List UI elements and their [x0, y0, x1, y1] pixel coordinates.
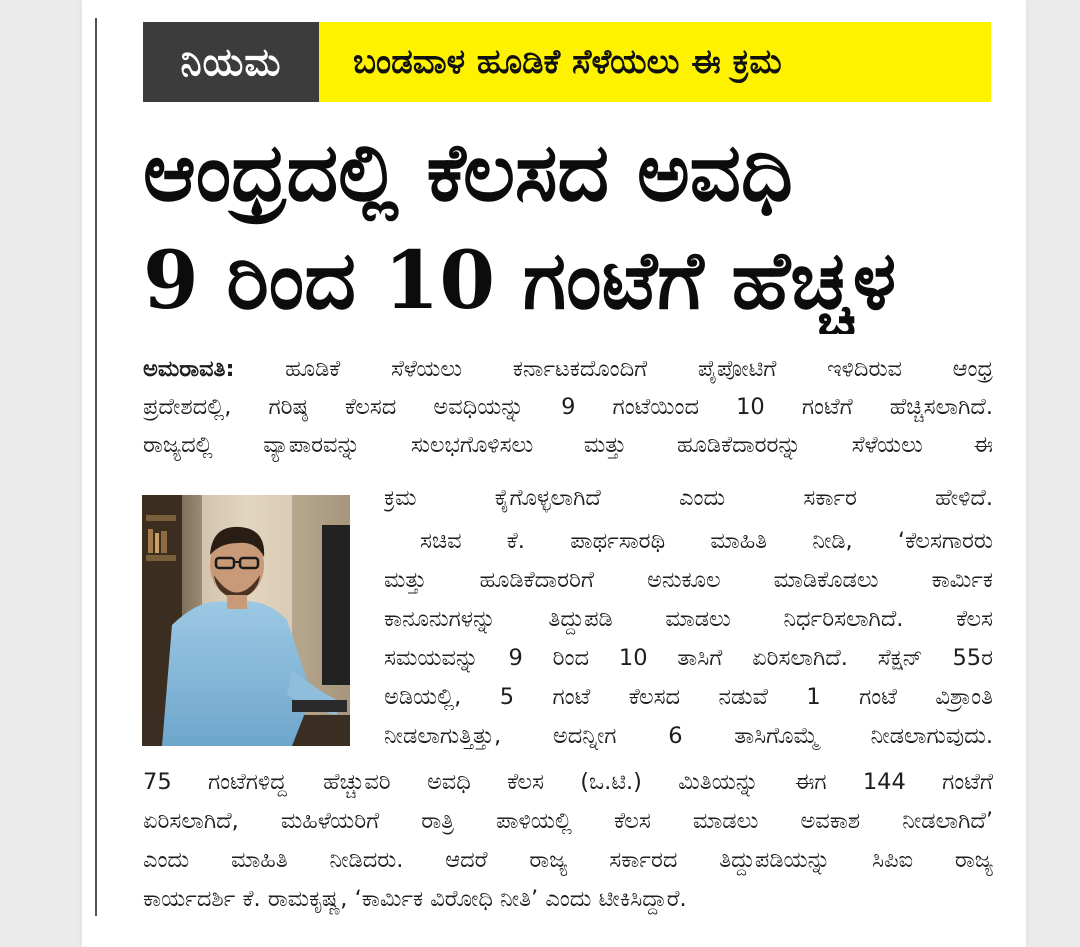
headline-line-1: ಆಂಧ್ರದಲ್ಲಿ ಕೆಲಸದ ಅವಧಿ	[143, 125, 793, 219]
article-line-3: ರಾಜ್ಯದಲ್ಲಿ ವ್ಯಾಪಾರವನ್ನು ಸುಲಭಗೊಳಿಸಲು ಮತ್ತು ಹೂಡಿಕೆದಾರರನ್ನು ಸೆಳೆಯಲು ಈ	[143, 432, 993, 458]
article-line-4: ಕ್ರಮ ಕೈಗೊಳ್ಳಲಾಗಿದೆ ಎಂದು ಸರ್ಕಾರ ಹೇಳಿದೆ.	[384, 485, 993, 511]
article-line-1	[143, 352, 993, 386]
headline-line-2: 9 ರಿಂದ 10 ಗಂಟೆಗೆ ಹೆಚ್ಚಳ	[143, 233, 897, 327]
article-line-5: ಸಚಿವ ಕೆ. ಪಾರ್ಥಸಾರಥಿ ಮಾಹಿತಿ ನೀಡಿ, ‘ಕೆಲಸಗಾರರು	[420, 528, 993, 554]
article-photo	[142, 495, 350, 746]
article-line-1-text: ಹೂಡಿಕೆ ಸೆಳೆಯಲು ಕರ್ನಾಟಕದೊಂದಿಗೆ ಪೈಪೋಟಿಗೆ ಇಳಿದಿರುವ ಆಂಧ್ರ	[285, 356, 993, 382]
kicker-tag: ನಿಯಮ	[143, 22, 319, 102]
article-line-9: ಅಡಿಯಲ್ಲಿ, 5 ಗಂಟೆ ಕೆಲಸದ ನಡುವೆ 1 ಗಂಟೆ ವಿಶ್ರಾಂತಿ	[384, 684, 993, 710]
article-line-7: ಕಾನೂನುಗಳನ್ನು ತಿದ್ದುಪಡಿ ಮಾಡಲು ನಿರ್ಧರಿಸಲಾಗಿದೆ. ಕೆಲಸ	[384, 606, 993, 632]
article-line-8: ಸಮಯವನ್ನು 9 ರಿಂದ 10 ತಾಸಿಗೆ ಏರಿಸಲಾಗಿದೆ. ಸೆಕ್ಷನ್ 55ರ	[384, 645, 993, 671]
kicker-text: ಬಂಡವಾಳ ಹೂಡಿಕೆ ಸೆಳೆಯಲು ಈ ಕ್ರಮ	[319, 22, 991, 102]
article-line-2: ಪ್ರದೇಶದಲ್ಲಿ, ಗರಿಷ್ಠ ಕೆಲಸದ ಅವಧಿಯನ್ನು 9 ಗಂಟೆಯಿಂದ 10 ಗಂಟೆಗೆ ಹೆಚ್ಚಿಸಲಾಗಿದೆ.	[143, 394, 993, 420]
article-line-12: ಏರಿಸಲಾಗಿದೆ, ಮಹಿಳೆಯರಿಗೆ ರಾತ್ರಿ ಪಾಳಿಯಲ್ಲಿ ಕೆಲಸ ಮಾಡಲು ಅವಕಾಶ ನೀಡಲಾಗಿದೆ’	[143, 808, 993, 834]
article-line-6: ಮತ್ತು ಹೂಡಿಕೆದಾರರಿಗೆ ಅನುಕೂಲ ಮಾಡಿಕೊಡಲು ಕಾರ್ಮಿಕ	[384, 567, 993, 593]
article-line-13: ಎಂದು ಮಾಹಿತಿ ನೀಡಿದರು. ಆದರೆ ರಾಜ್ಯ ಸರ್ಕಾರದ ತಿದ್ದುಪಡಿಯನ್ನು ಸಿಪಿಐ ರಾಜ್ಯ	[143, 847, 993, 873]
man-at-computer-image	[142, 495, 350, 746]
article-line-14: ಕಾರ್ಯದರ್ಶಿ ಕೆ. ರಾಮಕೃಷ್ಣ, ‘ಕಾರ್ಮಿಕ ವಿರೋಧಿ ನೀತಿ’ ಎಂದು ಟೀಕಿಸಿದ್ದಾರೆ.	[143, 886, 687, 912]
article-line-10: ನೀಡಲಾಗುತ್ತಿತ್ತು, ಅದನ್ನೀಗ 6 ತಾಸಿಗೊಮ್ಮೆ ನೀಡಲಾಗುವುದು.	[384, 723, 993, 749]
kicker-banner	[143, 22, 991, 102]
column-rule	[95, 18, 97, 916]
dateline: ಅಮರಾವತಿ:	[143, 356, 235, 382]
article-line-11: 75 ಗಂಟೆಗಳಿದ್ದ ಹೆಚ್ಚುವರಿ ಅವಧಿ ಕೆಲಸ (ಒ.ಟಿ.) ಮಿತಿಯನ್ನು ಈಗ 144 ಗಂಟೆಗೆ	[143, 769, 993, 795]
headline	[143, 118, 991, 334]
